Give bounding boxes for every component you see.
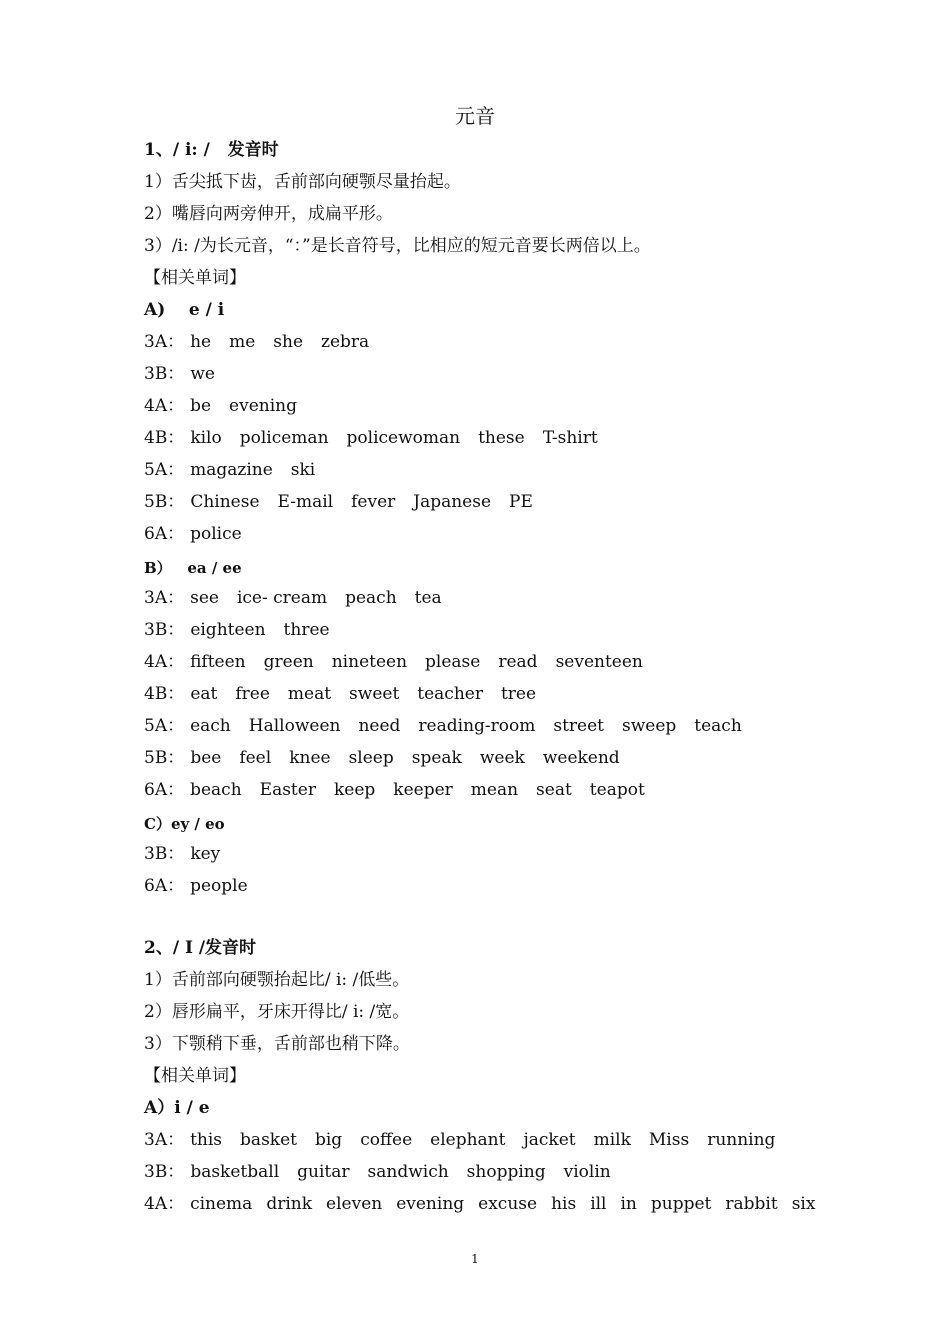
word: sandwich: [367, 1162, 449, 1182]
word-row: [144, 492, 551, 512]
grade-label: 5A：: [144, 460, 185, 480]
word: street: [553, 716, 604, 736]
grade-label: 4A：: [144, 1194, 185, 1214]
word: Miss: [648, 1130, 690, 1150]
word: speak: [411, 748, 462, 768]
word: basket: [240, 1130, 297, 1150]
word: magazine: [190, 460, 273, 480]
word-row: [144, 524, 260, 544]
word: ski: [290, 460, 316, 480]
section-2-point-3: 3）下颚稍下垂，舌前部也稍下降。: [144, 1034, 410, 1054]
word-row: [144, 460, 333, 480]
grade-label: 6A：: [144, 780, 185, 800]
section-1-group-c: C）ey / eo: [144, 815, 225, 833]
word: this: [190, 1130, 223, 1150]
word-row: [144, 684, 554, 704]
word: evening: [229, 396, 297, 416]
word-row: [144, 364, 233, 384]
word-row: [144, 588, 460, 608]
page-title: 元音: [455, 104, 495, 128]
word: violin: [563, 1162, 611, 1182]
word: drink: [266, 1194, 313, 1214]
word: eat: [190, 684, 218, 704]
word: coffee: [360, 1130, 413, 1150]
word: ill: [590, 1194, 607, 1214]
word: Chinese: [190, 492, 260, 512]
section-1-group-b: B） ea / ee: [144, 559, 242, 577]
word: each: [190, 716, 231, 736]
word: she: [273, 332, 304, 352]
word: PE: [509, 492, 533, 512]
word-row: [144, 396, 315, 416]
word: big: [314, 1130, 343, 1150]
grade-label: 6A：: [144, 524, 185, 544]
word: peach: [345, 588, 397, 608]
word: need: [358, 716, 401, 736]
word: these: [478, 428, 525, 448]
section-2-related-words: 【相关单词】: [144, 1066, 246, 1086]
word: basketball: [190, 1162, 280, 1182]
word: feel: [239, 748, 272, 768]
word-row: [144, 428, 616, 448]
word: keeper: [393, 780, 453, 800]
section-2-heading: 2、/ I /发音时: [144, 938, 257, 958]
word: shopping: [466, 1162, 546, 1182]
grade-label: 5B：: [144, 492, 185, 512]
word-row: [144, 748, 638, 768]
word: bee: [190, 748, 222, 768]
word: teach: [694, 716, 742, 736]
word: six: [791, 1194, 816, 1214]
word: green: [263, 652, 314, 672]
word: T-shirt: [542, 428, 598, 448]
word: people: [190, 876, 248, 896]
word: free: [235, 684, 270, 704]
word: policeman: [239, 428, 329, 448]
word: milk: [593, 1130, 631, 1150]
word: we: [190, 364, 215, 384]
word-row: [144, 844, 238, 864]
grade-label: 6A：: [144, 876, 185, 896]
word: he: [190, 332, 212, 352]
word-row: [144, 1194, 815, 1214]
word-row: [144, 1130, 793, 1150]
word: eighteen: [190, 620, 266, 640]
word: seat: [536, 780, 572, 800]
word-row: [144, 1162, 629, 1182]
word: policewoman: [346, 428, 461, 448]
word: evening: [396, 1194, 465, 1214]
word: Easter: [259, 780, 316, 800]
word: eleven: [326, 1194, 383, 1214]
word-row: [144, 876, 266, 896]
word: seventeen: [555, 652, 643, 672]
word: tea: [414, 588, 442, 608]
section-1-related-words: 【相关单词】: [144, 268, 246, 288]
word: nineteen: [331, 652, 408, 672]
word: jacket: [523, 1130, 576, 1150]
word: police: [190, 524, 242, 544]
word: Japanese: [413, 492, 492, 512]
word: sweep: [622, 716, 677, 736]
section-1-point-2: 2）嘴唇向两旁伸开，成扁平形。: [144, 204, 393, 224]
word: weekend: [542, 748, 620, 768]
grade-label: 4B：: [144, 684, 185, 704]
word-row: [144, 716, 760, 736]
word: be: [190, 396, 212, 416]
section-1-point-1: 1）舌尖抵下齿，舌前部向硬颚尽量抬起。: [144, 172, 461, 192]
section-2-point-2: 2）唇形扁平，牙床开得比/ i: /宽。: [144, 1002, 410, 1022]
grade-label: 5A：: [144, 716, 185, 736]
section-2-group-a: A）i / e: [144, 1098, 210, 1118]
word-row: [144, 652, 661, 672]
grade-label: 4A：: [144, 652, 185, 672]
word: rabbit: [725, 1194, 778, 1214]
grade-label: 4A：: [144, 396, 185, 416]
word: see: [190, 588, 219, 608]
word: me: [229, 332, 256, 352]
word: elephant: [430, 1130, 506, 1150]
word: cinema: [190, 1194, 253, 1214]
word: fifteen: [190, 652, 246, 672]
word: beach: [190, 780, 242, 800]
word: fever: [351, 492, 396, 512]
page-number: 1: [471, 1252, 479, 1266]
word: guitar: [297, 1162, 350, 1182]
section-1-group-a: A) e / i: [144, 300, 225, 320]
word: sweet: [349, 684, 400, 704]
word: sleep: [348, 748, 394, 768]
word: Halloween: [248, 716, 341, 736]
word: week: [479, 748, 525, 768]
word-row: [144, 332, 387, 352]
word: knee: [289, 748, 331, 768]
word: reading-room: [418, 716, 536, 736]
word: teacher: [417, 684, 483, 704]
section-1-heading: 1、/ i: / 发音时: [144, 140, 279, 160]
word: his: [551, 1194, 577, 1214]
grade-label: 4B：: [144, 428, 185, 448]
word: zebra: [321, 332, 370, 352]
word: E-mail: [277, 492, 334, 512]
section-1-point-3: 3）/i: /为长元音，“：”是长音符号，比相应的短元音要长两倍以上。: [144, 236, 651, 256]
word: in: [620, 1194, 637, 1214]
grade-label: 3B：: [144, 620, 185, 640]
word: three: [283, 620, 330, 640]
grade-label: 5B：: [144, 748, 185, 768]
word: please: [425, 652, 481, 672]
section-2-point-1: 1）舌前部向硬颚抬起比/ i: /低些。: [144, 970, 410, 990]
word-row: [144, 620, 348, 640]
word: puppet: [650, 1194, 712, 1214]
word: kilo: [190, 428, 222, 448]
word: ice- cream: [236, 588, 328, 608]
word: tree: [500, 684, 537, 704]
word: mean: [470, 780, 519, 800]
grade-label: 3B：: [144, 844, 185, 864]
grade-label: 3A：: [144, 588, 185, 608]
grade-label: 3A：: [144, 332, 185, 352]
word: teapot: [589, 780, 645, 800]
word-row: [144, 780, 663, 800]
word: read: [498, 652, 538, 672]
word: key: [190, 844, 221, 864]
word: excuse: [478, 1194, 538, 1214]
word: running: [707, 1130, 776, 1150]
word: keep: [333, 780, 376, 800]
grade-label: 3B：: [144, 1162, 185, 1182]
grade-label: 3A：: [144, 1130, 185, 1150]
word: meat: [287, 684, 332, 704]
grade-label: 3B：: [144, 364, 185, 384]
